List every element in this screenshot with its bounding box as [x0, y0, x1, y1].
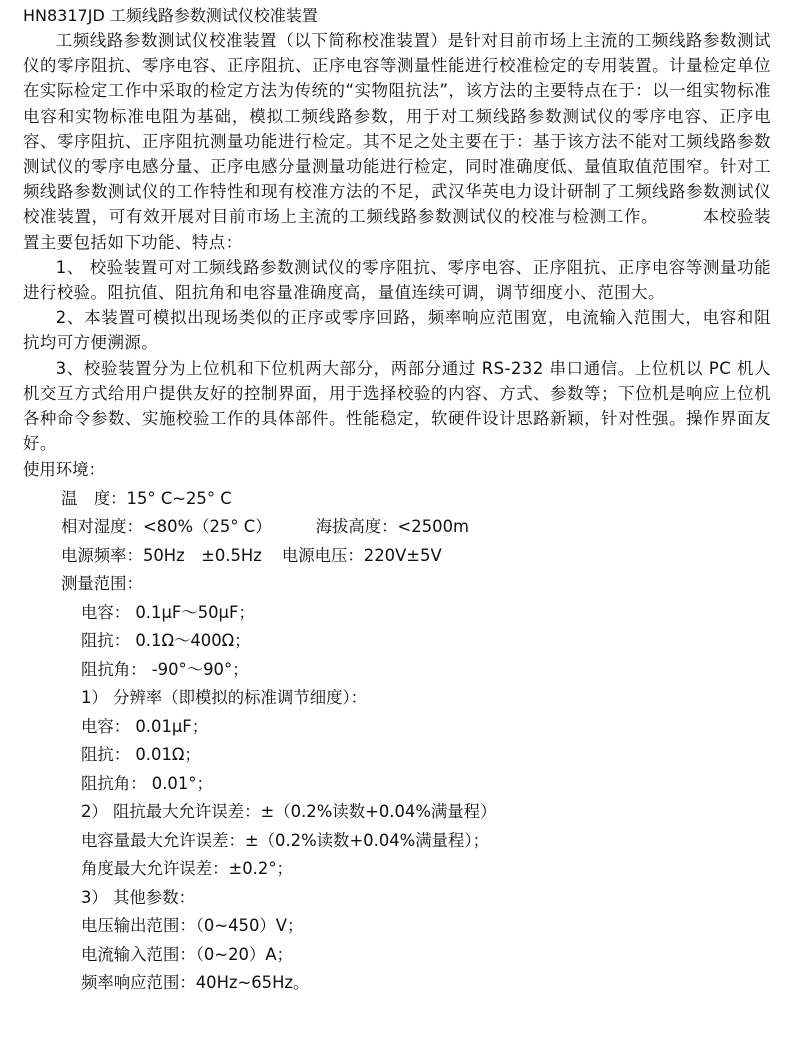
env-title: 使用环境：: [23, 460, 105, 480]
current-input-range: 电流输入范围：（0~20）A；: [81, 944, 293, 964]
range-capacitance: 电容： 0.1μF～50μF；: [81, 602, 255, 622]
features-intro: 本校验装置主要包括如下功能、特点：: [23, 207, 772, 252]
env-voltage: 电源电压：220V±5V: [281, 545, 442, 565]
env-frequency: 电源频率：50Hz ±0.5Hz: [61, 545, 262, 565]
feature-1: 1、 校验装置可对工频线路参数测试仪的零序阻抗、零序电容、正序阻抗、正序电容等测量功能进行校验。阻抗值、阻抗角和电容量准确度高，量值连续可调，调节细度小、范围大。: [23, 257, 771, 303]
other-title: 3） 其他参数：: [81, 887, 195, 907]
resolution-angle: 阻抗角： 0.01°；: [81, 773, 213, 793]
range-angle: 阻抗角： -90°～90°；: [81, 659, 249, 679]
env-humidity-row: [23, 513, 771, 542]
voltage-output-range: 电压输出范围：（0~450）V；: [81, 916, 304, 936]
resolution-title: 1） 分辨率（即模拟的标准调节细度）：: [81, 688, 368, 708]
feature-2: 2、本装置可模拟出现场类似的正序或零序回路，频率响应范围宽，电流输入范围大，电容和阻抗均可方便溯源。: [23, 308, 771, 353]
error-capacitance: 电容量最大允许误差：±（0.2%读数+0.04%满量程）；: [81, 830, 490, 850]
env-altitude: 海拔高度：<2500m: [315, 517, 469, 537]
feature-3: 3、校验装置分为上位机和下位机两大部分，两部分通过 RS-232 串口通信。上位机以 PC 机人机交互方式给用户提供友好的控制界面，用于选择校验的内容、方式、参数等；下位机是响应上位机各种命令参数、实施校验工作的具体部件。性能稳定，软硬件设计思路新颖，针对性强。操作界面友好。: [23, 358, 771, 454]
env-temperature: 温 度：15° C~25° C: [61, 488, 232, 508]
error-angle: 角度最大允许误差：±0.2°；: [81, 859, 293, 879]
intro-text: 工频线路参数测试仪校准装置（以下简称校准装置）是针对目前市场上主流的工频线路参数测试仪的零序阻抗、零序电容、正序阻抗、正序电容等测量性能进行校准检定的专用装置。计量检定单位在实际检定工作中采取的检定方法为传统的“实物阻抗法”，该方法的主要特点在于：以一组实物标准电容和实物标准电阻为基础，模拟工频线路参数，用于对工频线路参数测试仪的零序电容、正序电容、零序阻抗、正序阻抗测量功能进行检定。其不足之处主要在于：基于该方法不能对工频线路参数测试仪的零序电感分量、正序电感分量测量功能进行检定，同时准确度低、量值取值范围窄。针对工频线路参数测试仪的工作特性和现有校准方法的不足，武汉华英电力设计研制了工频线路参数测试仪校准装置，可有效开展对目前市场上主流的工频线路参数测试仪的校准与检测工作。: [23, 31, 771, 227]
range-impedance: 阻抗： 0.1Ω～400Ω；: [81, 631, 251, 651]
resolution-impedance: 阻抗： 0.01Ω；: [81, 745, 201, 765]
frequency-response-range: 频率响应范围：40Hz~65Hz。: [81, 973, 310, 993]
env-power-row: [23, 542, 771, 571]
env-humidity: 相对湿度：<80%（25° C）: [61, 517, 272, 537]
doc-title: HN8317JD 工频线路参数测试仪校准装置: [23, 6, 318, 25]
range-title: 测量范围：: [61, 574, 143, 594]
error-impedance: 2） 阻抗最大允许误差：±（0.2%读数+0.04%满量程）: [81, 802, 497, 822]
intro-paragraph: [23, 28, 771, 255]
resolution-capacitance: 电容： 0.01μF；: [81, 716, 209, 736]
